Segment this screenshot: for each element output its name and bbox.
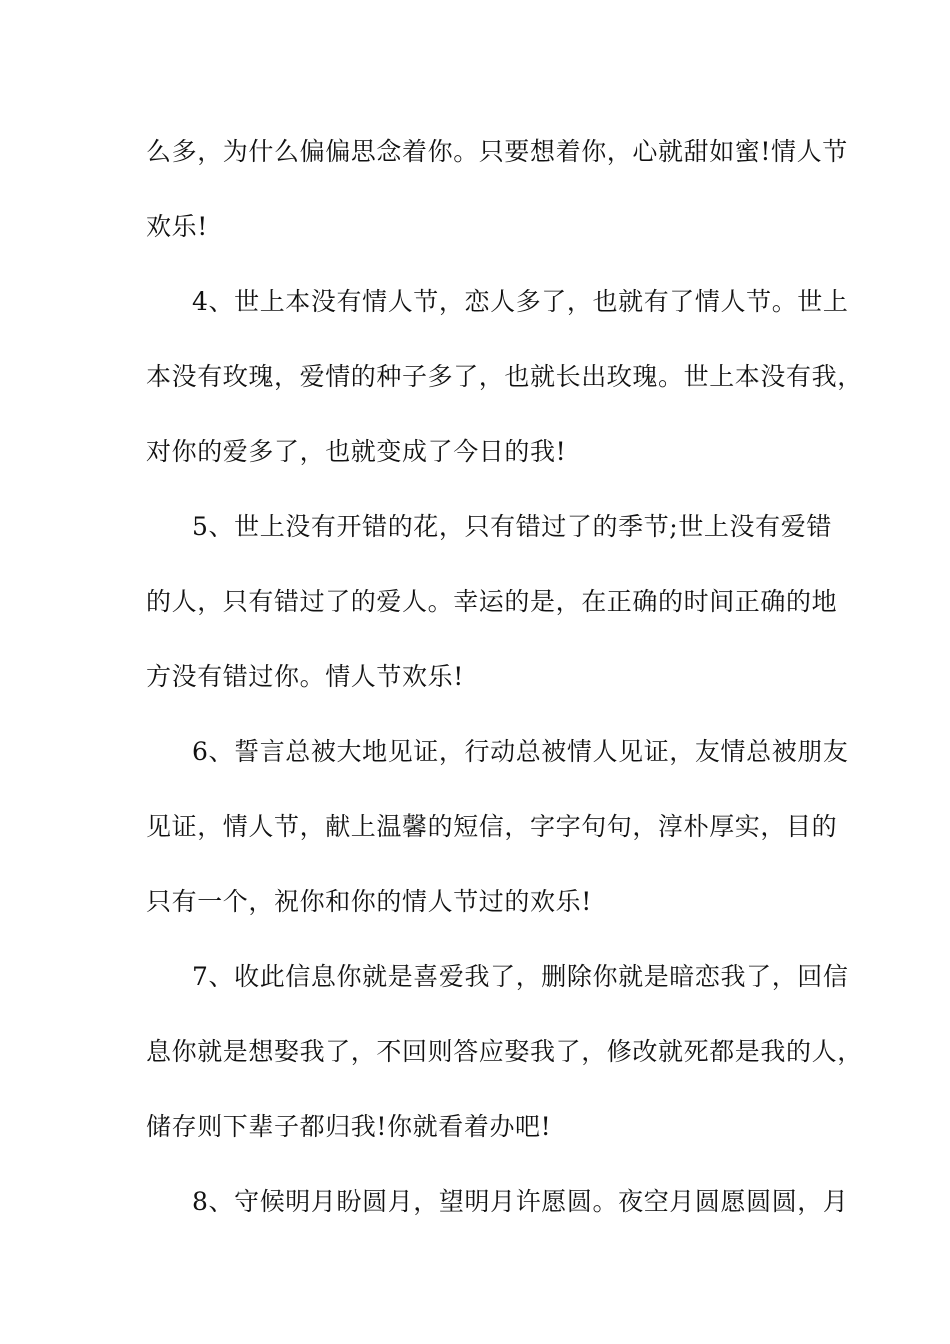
- text-line: 息你就是想娶我了，不回则答应娶我了，修改就死都是我的人，: [146, 1037, 863, 1066]
- text-line: 只有一个，祝你和你的情人节过的欢乐!: [146, 887, 592, 916]
- text-line: 见证，情人节，献上温馨的短信，字字句句，淳朴厚实，目的: [146, 812, 838, 841]
- text-line: 的人，只有错过了的爱人。幸运的是，在正确的时间正确的地: [146, 587, 838, 616]
- paragraph-7-start: 7、收此信息你就是喜爱我了，删除你就是暗恋我了，回信: [192, 962, 849, 991]
- text-line: 储存则下辈子都归我!你就看着办吧!: [146, 1112, 552, 1141]
- text-line: 方没有错过你。情人节欢乐!: [146, 662, 464, 691]
- paragraph-5-start: 5、世上没有开错的花，只有错过了的季节;世上没有爱错: [192, 512, 832, 541]
- text-line: 对你的爱多了，也就变成了今日的我!: [146, 437, 567, 466]
- text-line: 么多，为什么偏偏思念着你。只要想着你，心就甜如蜜!情人节: [146, 137, 848, 166]
- paragraph-4-start: 4、世上本没有情人节，恋人多了，也就有了情人节。世上: [192, 287, 849, 316]
- paragraph-8-start: 8、守候明月盼圆月，望明月许愿圆。夜空月圆愿圆圆，月: [192, 1187, 849, 1216]
- text-line: 本没有玫瑰，爱情的种子多了，也就长出玫瑰。世上本没有我，: [146, 362, 863, 391]
- text-line: 欢乐!: [146, 212, 208, 241]
- paragraph-6-start: 6、誓言总被大地见证，行动总被情人见证，友情总被朋友: [192, 737, 849, 766]
